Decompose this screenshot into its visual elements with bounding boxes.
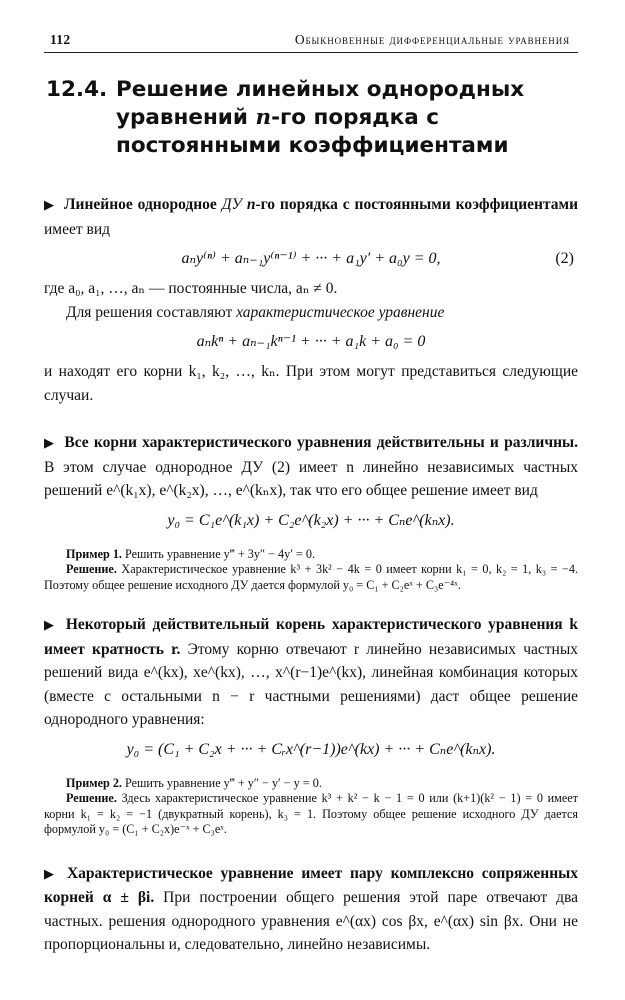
intro-paragraph: ▶ Линейное однородное ДУ n-го порядка с постоянными коэффициентами имеет вид [44,196,579,238]
case-multiple-root [44,613,578,838]
equation-general-solution-1: y₀ = C₁e^(k₁x) + C₂e^(k₂x) + ··· + Cₙe^(kₙx). [167,511,455,529]
coefficients-note: где a₀, a₁, …, aₙ — постоянные числа, aₙ ≠ 0. [44,280,338,297]
triangle-bullet-icon: ▶ [44,436,56,451]
running-title: Обыкновенные дифференциальные уравнения [294,32,570,47]
section-title: Решение линейных однородных уравнений n-го порядка с постоянными коэффициентами [116,77,525,158]
running-header [44,30,578,53]
case1-paragraph: ▶ Все корни характеристического уравнения действительны и различны. В этом случае однородное ДУ (2) имеет n линейно независимых частных решений e^(k₁x), e^(k₂x), …, e^(kₙx), так что его общее решение имеет вид [44,434,578,499]
example-1: Пример 1. Решить уравнение y‴ + 3y″ − 4y′ = 0. [66,546,315,561]
book-page [44,30,578,957]
equation-characteristic: aₙkⁿ + aₙ₋₁kⁿ⁻¹ + ··· + a₁k + a₀ = 0 [196,333,426,350]
intro-block [44,193,578,407]
example-2: Пример 2. Решить уравнение y‴ + y″ − y′ − y = 0. [66,775,322,790]
case-distinct-roots [44,431,578,593]
case3-paragraph: ▶ Характеристическое уравнение имеет пару комплексно сопряженных корней α ± βi. При построении общего решения этой паре отвечают два частных. решения однородного уравнения e^(αx) cos βx, e^(αx) sin βx. Они не пропорциональны и, следовательно, линейно независимы. [44,864,579,953]
case2-paragraph: ▶ Некоторый действительный корень характеристического уравнения k имеет кратность r. Этому корню отвечают r линейно независимых частных решений вида e^(kx), xe^(kx), …, x^(r−1)e^(kx), линейная комбинация которых (вместе с остальными n − r частными решениями) даст общее решение однородного уравнения: [44,616,579,728]
solution-1: Решение. Характеристическое уравнение k³ + 3k² − 4k = 0 имеет корни k₁ = 0, k₂ = 1, k₃ = −4. Поэтому общее решение исходного ДУ дается формулой y₀ = C₁ + C₂eˣ + C₃e⁻⁴ˣ. [44,562,578,592]
triangle-bullet-icon: ▶ [44,198,55,213]
char-intro-paragraph: Для решения составляют характеристическое уравнение [66,303,445,321]
roots-paragraph: и находят его корни k₁, k₂, …, kₙ. При этом могут представиться следующие случаи. [44,363,578,404]
equation-tag: (2) [555,250,574,267]
triangle-bullet-icon: ▶ [44,866,58,882]
section-heading [44,76,578,160]
case-complex-roots [44,862,578,957]
equation-general-solution-2: y₀ = (C₁ + C₂x + ··· + Cᵣx^(r−1))e^(kx) + ··· + Cₙe^(kₙx). [126,740,496,758]
equation-main: aₙy⁽ⁿ⁾ + aₙ₋₁y⁽ⁿ⁻¹⁾ + ··· + a₁y′ + a₀y = 0, (2) [44,241,578,277]
triangle-bullet-icon: ▶ [44,618,57,633]
page-number: 112 [50,32,71,47]
solution-2: Решение. Здесь характеристическое уравнение k³ + k² − k − 1 = 0 или (k+1)(k² − 1) = 0 имеет корни k₁ = k₂ = −1 (двукратный корень), k₃ = 1. Поэтому общее решение исходного ДУ дается формулой y₀ = (C₁ + C₂x)e⁻ˣ + C₃eˣ. [44,791,578,836]
section-number: 12.4. [46,77,108,102]
